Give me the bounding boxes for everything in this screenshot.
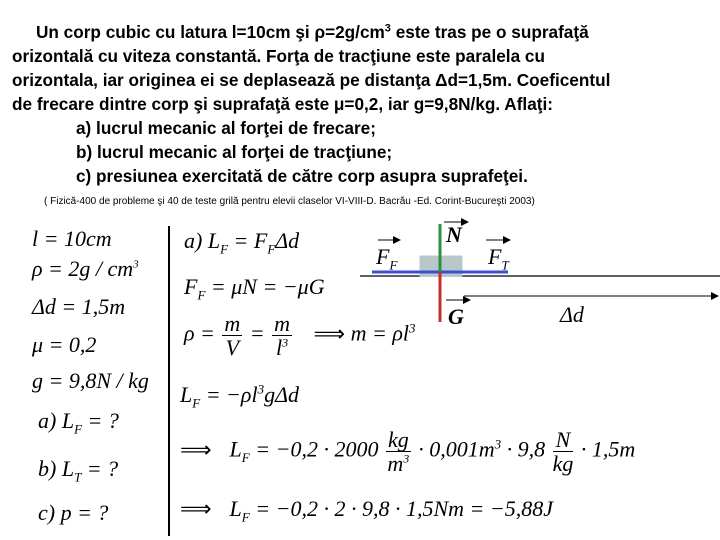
solution-work-expanded: $L_F = -\rho l^3g\Delta d$ [180, 381, 299, 411]
solution-work-formula: a) $L_F = F_F\Delta d$ [184, 228, 300, 257]
question-a: a) lucrul mecanic al forţei de frecare; [76, 118, 376, 138]
question-c: c) presiunea exercitată de către corp asupra suprafeţei. [76, 166, 528, 186]
given-g: g = 9,8N / kg [32, 368, 149, 393]
label-distance: Δd [560, 302, 584, 327]
given-rho: $\rho = 2g / cm^3$ [32, 256, 139, 281]
problem-line-4: de frecare dintre corp şi suprafaţă este μ=0,2, iar g=9,8N/kg. Aflaţi: [12, 94, 553, 114]
given-mu: μ = 0,2 [32, 332, 97, 357]
solution-result: ⟹ $L_F = -0,2 \cdot 2 \cdot 9,8 \cdot 1,5Nm = -5,88J$ [180, 496, 553, 525]
solution-density: ρ = $\frac{m}{V}$ = $\frac{m}{l^3}$ ⟹ $m = \rho l^3$ [184, 311, 416, 361]
question-b: b) lucrul mecanic al forţei de tracţiune; [76, 142, 393, 162]
label-n: N [446, 222, 462, 247]
label-ff: $F_F$ [376, 244, 398, 273]
source-citation: ( Fizică-400 de probleme şi 40 de teste grilă pentru elevii claselor VI-VIII-D. Bacrău -Ed. Corint-Bucureşti 2003) [44, 196, 535, 207]
label-ft: $F_T$ [488, 244, 509, 273]
separator-line [168, 226, 170, 536]
given-l: l = 10cm [32, 226, 112, 251]
given-question-b: b) $L_T$ = ? [38, 456, 119, 485]
label-g: G [448, 304, 464, 329]
problem-line-1: Un corp cubic cu latura l=10cm şi $\rho=2g/cm^3$ este tras pe o suprafaţă [36, 22, 589, 42]
given-question-c: c) p = ? [38, 500, 109, 525]
problem-line-2: orizontală cu viteza constantă. Forţa de tracţiune este paralela cu [12, 46, 545, 66]
given-question-a: a) $L_F$ = ? [38, 408, 119, 437]
problem-line-3: orizontala, iar originea ei se deplasează pe distanţa Δd=1,5m. Coeficentul [12, 70, 611, 90]
solution-substitution: ⟹ $L_F = -0,2 \cdot 2000$ $\frac{kg}{m^3}$ · $0,001m^3 \cdot 9,8$ $\frac{N}{kg}$ · 1,5m [180, 427, 636, 477]
given-distance: Δd = 1,5m [32, 294, 126, 319]
force-diagram [360, 218, 720, 338]
solution-friction-force: $F_F = \mu N = -\mu G$ [184, 274, 325, 303]
problem-statement [12, 20, 712, 188]
